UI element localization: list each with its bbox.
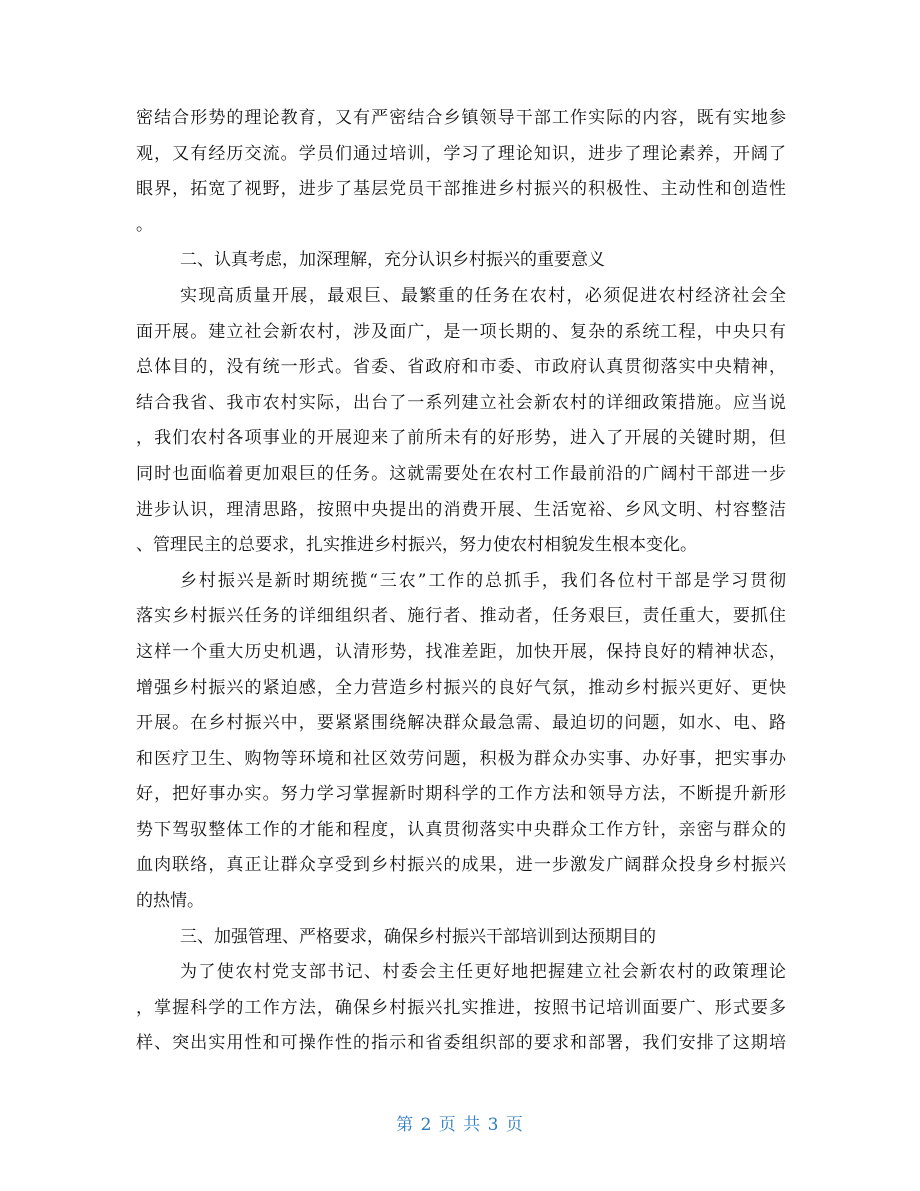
document-body: [136, 101, 786, 1062]
paragraph-start-line: 三、加强管理、严格要求，确保乡村振兴干部培训到达预期目的: [180, 926, 656, 947]
text-line: 结合我省、我市农村实际，出台了一系列建立社会新农村的详细政策措施。应当说: [136, 392, 786, 413]
text-line: 密结合形势的理论教育，又有严密结合乡镇领导干部工作实际的内容，既有实地参: [136, 108, 786, 128]
paragraph-start-line: 为了使农村党支部书记、村委会主任更好地把握建立社会新农村的政策理论: [180, 962, 786, 983]
text-line: 、管理民主的总要求，扎实推进乡村振兴，努力使农村相貌发生根本变化。: [136, 535, 697, 556]
text-line: 观，又有经历交流。学员们通过培训，学习了理论知识，进步了理论素养，开阔了: [136, 143, 786, 164]
text-line: 样、突出实用性和可操作性的指示和省委组织部的要求和部署，我们安排了这期培: [136, 1033, 786, 1054]
text-line: 眼界，拓宽了视野，进步了基层党员干部推进乡村振兴的积极性、主动性和创造性: [136, 179, 786, 200]
text-line: 总体目的，没有统一形式。省委、省政府和市委、市政府认真贯彻落实中央精神，: [136, 357, 786, 378]
text-line: 面开展。建立社会新农村，涉及面广，是一项长期的、复杂的系统工程，中央只有: [136, 321, 786, 342]
text-line: 和医疗卫生、购物等环境和社区效劳问题，积极为群众办实事、办好事，把实事办: [136, 748, 786, 769]
text-line: 。: [136, 214, 153, 235]
text-line: 好，把好事办实。努力学习掌握新时期科学的工作方法和领导方法，不断提升新形: [136, 784, 786, 805]
text-line: 增强乡村振兴的紧迫感，全力营造乡村振兴的良好气氛，推动乡村振兴更好、更快: [136, 677, 786, 698]
text-line: 开展。在乡村振兴中，要紧紧围绕解决群众最急需、最迫切的问题，如水、电、路: [136, 713, 786, 734]
text-line: ，掌握科学的工作方法，确保乡村振兴扎实推进，按照书记培训面要广、形式要多: [136, 997, 786, 1018]
paragraph-start-line: 二、认真考虑，加深理解，充分认识乡村振兴的重要意义: [180, 250, 605, 271]
text-line: 这样一个重大历史机遇，认清形势，找准差距，加快开展，保持良好的精神状态，: [136, 641, 786, 662]
text-line: 同时也面临着更加艰巨的任务。这就需要处在农村工作最前沿的广阔村干部进一步: [136, 463, 786, 484]
page-footer: 第 2 页 共 3 页: [396, 1115, 524, 1135]
text-line: ，我们农村各项事业的开展迎来了前所未有的好形势，进入了开展的关键时期，但: [136, 428, 786, 449]
text-line: 势下驾驭整体工作的才能和程度，认真贯彻落实中央群众工作方针，亲密与群众的: [136, 819, 786, 840]
text-line: 进步认识，理清思路，按照中央提出的消费开展、生活宽裕、乡风文明、村容整洁: [136, 499, 786, 520]
text-line: 的热情。: [136, 891, 204, 912]
paragraph-start-line: 乡村振兴是新时期统揽“三农”工作的总抓手，我们各位村干部是学习贯彻: [180, 570, 786, 591]
paragraph-start-line: 实现高质量开展，最艰巨、最繁重的任务在农村，必须促进农村经济社会全: [180, 285, 786, 306]
text-line: 血肉联络，真正让群众享受到乡村振兴的成果，进一步激发广阔群众投身乡村振兴: [136, 855, 786, 876]
text-line: 落实乡村振兴任务的详细组织者、施行者、推动者，任务艰巨，责任重大，要抓住: [136, 606, 786, 627]
